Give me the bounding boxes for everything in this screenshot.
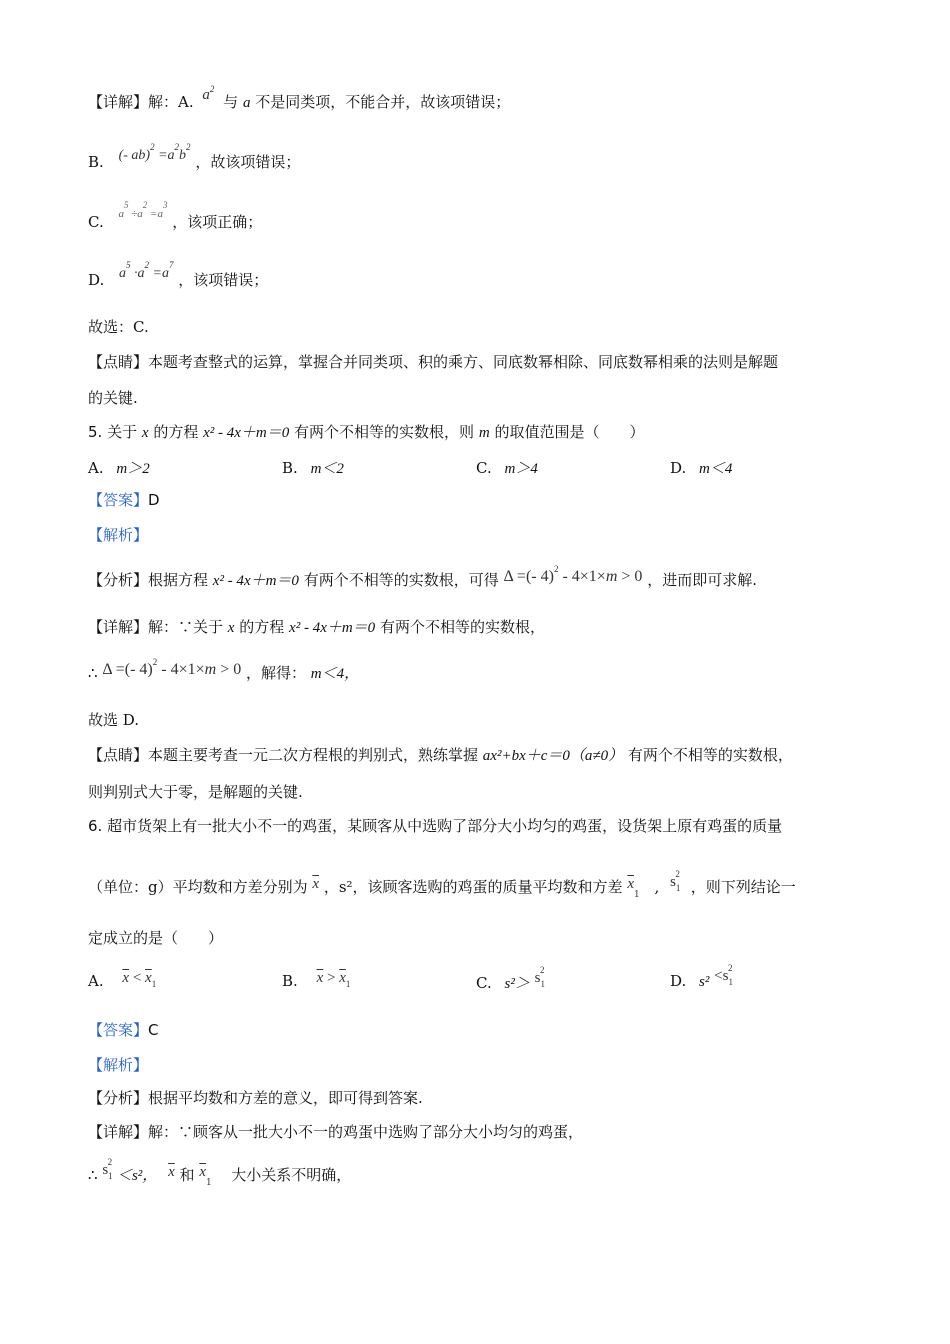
q5-analysis-tag: 【解析】 xyxy=(88,526,149,544)
q5-option-a-value: m＞2 xyxy=(116,461,150,477)
q4-choice: 故选：C. xyxy=(88,318,149,336)
c-suffix: ，该项正确； xyxy=(172,213,263,231)
q6-stem-1: 6. 超市货架上有一批大小不一的鸡蛋，某顾客从中选购了部分大小均匀的鸡蛋，设货架上原有鸡蛋的质量 xyxy=(88,817,783,835)
q5-comment-1b: 有两个不相等的实数根， xyxy=(627,746,793,764)
q5-comment-eq: ax²+bx＋c＝0（a≠0） xyxy=(482,748,624,764)
q5-choice: 故选 D. xyxy=(88,711,140,729)
q6-option-a xyxy=(88,972,156,991)
q5-detail-x: x xyxy=(227,620,235,636)
q6-option-d-formula: $<s_1^2$ xyxy=(714,963,733,987)
q6-option-b-formula: $\overline{x} > \overline{x}_1$ xyxy=(316,970,351,989)
q6-option-d xyxy=(670,963,733,991)
q6-option-c xyxy=(476,965,545,993)
q6-answer-value: C xyxy=(148,1021,159,1039)
q5-stem-eq: x² - 4x＋m＝0 xyxy=(203,425,290,441)
detail-a-mid: 与 xyxy=(223,93,239,111)
d-label: D. xyxy=(88,271,105,289)
formula-c: a5 ÷a2 =a3 xyxy=(118,200,168,220)
formula-a-squared: $a^2$ xyxy=(202,84,215,103)
q5-analysis-1b: 有两个不相等的实数根，可得 xyxy=(303,571,499,589)
q6-detail: 【详解】解：∵顾客从一批大小不一的鸡蛋中选购了部分大小均匀的鸡蛋， xyxy=(88,1123,584,1141)
q5-comment-2: 则判别式大于零，是解题的关键. xyxy=(88,783,303,801)
q6-final-xbar: $\overline{x}$ xyxy=(168,1164,175,1180)
detail-a-suffix: 不是同类项，不能合并，故该项错误； xyxy=(255,93,511,111)
q6-stem-3: 定成立的是（ ） xyxy=(88,929,224,947)
q5-option-b-value: m＜2 xyxy=(310,461,344,477)
q6-answer-tag: 【答案】 xyxy=(88,1021,149,1039)
q6-option-c-label: C. xyxy=(476,974,492,992)
b-label: B. xyxy=(88,153,104,171)
q6-stem-2c: ，则下列结论一 xyxy=(690,878,796,896)
q5-option-d xyxy=(670,457,732,478)
q6-option-a-label: A. xyxy=(88,972,104,990)
q5-option-d-label: D. xyxy=(670,459,687,477)
q5-answer-value: D xyxy=(148,491,160,509)
q6-final-s1-formula: $s_1^2$ xyxy=(102,1157,113,1181)
q5-detail xyxy=(88,617,545,638)
q5-option-d-value: m＜4 xyxy=(699,461,733,477)
q5-solve-b: m＜4， xyxy=(310,666,360,682)
q6-final-b: 和 xyxy=(179,1166,195,1184)
s1-squared-symbol: $s_1^2$ xyxy=(670,869,681,893)
q4-comment-2: 的关键. xyxy=(88,389,138,407)
q6-analysis-tag: 【解析】 xyxy=(88,1056,149,1074)
q5-option-c xyxy=(476,457,538,478)
c-label: C. xyxy=(88,213,104,231)
q5-analysis-1a: 【分析】根据方程 xyxy=(88,571,209,589)
q6-option-a-formula: $\overline{x} < \overline{x}_1$ xyxy=(122,970,157,989)
q5-option-b-label: B. xyxy=(282,459,298,477)
q5-detail-eq: x² - 4x＋m＝0 xyxy=(289,620,376,636)
formula-d: $a^5 \cdot a^2 =a^7$ xyxy=(119,260,174,281)
q5-option-a xyxy=(88,457,150,478)
q5-solve-a: ，解得： xyxy=(246,664,307,682)
q5-option-b xyxy=(282,457,344,478)
q5-stem-x: x xyxy=(141,425,149,441)
d-suffix: ，该项错误； xyxy=(178,271,269,289)
q6-option-b xyxy=(282,972,350,991)
q6-final: ∴ $s_1^2 <s^2$， $\overline{x}$ 和 $\overline{x}_1$ 大小关系不明确， xyxy=(88,1157,352,1188)
q6-stem-2b: ，s²，该顾客选购的鸡蛋的质量平均数和方差 xyxy=(323,878,623,896)
q6-analysis: 【分析】根据平均数和方差的意义，即可得到答案. xyxy=(88,1089,423,1107)
q6-final-a: ＜s²， xyxy=(116,1168,158,1184)
q6-therefore-symbol: ∴ xyxy=(88,1166,98,1184)
q4-comment-1: 【点睛】本题考查整式的运算，掌握合并同类项、积的乘方、同底数幂相除、同底数幂相乘的法则是解题 xyxy=(88,353,779,371)
q5-discriminant: Δ =(- 4)$^2$ - 4×1×m > 0 xyxy=(503,564,643,585)
formula-b: (- $ab)^2 =a^2b^2$ xyxy=(118,142,191,163)
q5-detail-c: 有两个不相等的实数根， xyxy=(379,618,545,636)
q5-option-c-label: C. xyxy=(476,459,492,477)
q5-stem-b: 的方程 xyxy=(153,423,199,441)
q5-solve xyxy=(88,657,360,685)
q4-detail-a xyxy=(88,84,511,114)
q5-answer-tag: 【答案】 xyxy=(88,491,149,509)
detail-a-prefix: 【详解】解：A. xyxy=(88,93,194,111)
q5-option-c-value: m＞4 xyxy=(504,461,538,477)
q6-option-d-label: D. xyxy=(670,972,687,990)
q6-final-xbar1: $\overline{x}$ xyxy=(199,1164,206,1180)
xbar1-symbol: $\overline{x}$ xyxy=(627,876,635,892)
q5-discriminant-2: Δ =(- 4)$^2$ - 4×1×m > 0 xyxy=(102,657,242,678)
q5-analysis xyxy=(88,564,757,592)
q5-stem-a: 5. 关于 xyxy=(88,423,138,441)
q5-analysis-1c: ，进而即可求解. xyxy=(647,571,757,589)
q5-comment-1a: 【点睛】本题主要考查一元二次方程根的判别式，熟练掌握 xyxy=(88,746,479,764)
q4-detail-d xyxy=(88,260,269,292)
q5-stem-c: 有两个不相等的实数根，则 xyxy=(294,423,475,441)
q5-comment-1 xyxy=(88,745,793,766)
q5-answer xyxy=(88,490,160,510)
q5-stem-d: 的取值范围是（ ） xyxy=(494,423,645,441)
q5-detail-b: 的方程 xyxy=(239,618,285,636)
therefore-symbol: ∴ xyxy=(88,664,98,682)
q5-stem xyxy=(88,422,644,443)
q6-answer xyxy=(88,1020,159,1040)
q6-final-c: 大小关系不明确， xyxy=(231,1166,352,1184)
q6-option-c-formula: $s_1^2$ xyxy=(534,965,545,989)
q5-option-a-label: A. xyxy=(88,459,104,477)
xbar-symbol: $\overline{x}$ xyxy=(312,876,320,892)
q6-option-b-label: B. xyxy=(282,972,298,990)
q5-detail-a: 【详解】解：∵关于 xyxy=(88,618,224,636)
q6-option-c-value: s²＞ xyxy=(504,976,530,992)
q6-option-d-value: s² xyxy=(699,974,710,990)
q5-analysis-eq: x² - 4x＋m＝0 xyxy=(212,573,299,589)
q4-detail-b xyxy=(88,142,301,174)
b-suffix: ，故该项错误； xyxy=(195,153,301,171)
q5-stem-m: m xyxy=(478,425,490,441)
q6-stem-2: （单位：g）平均数和方差分别为 $\overline{x}$ ，s²，该顾客选购的鸡蛋的质量平均数和方差 $\overline{x}_1$ , $s_1^2$ ，则下列结论一 xyxy=(88,869,796,900)
detail-a-var: a xyxy=(242,95,251,111)
q6-stem-2a: （单位：g）平均数和方差分别为 xyxy=(88,878,308,896)
